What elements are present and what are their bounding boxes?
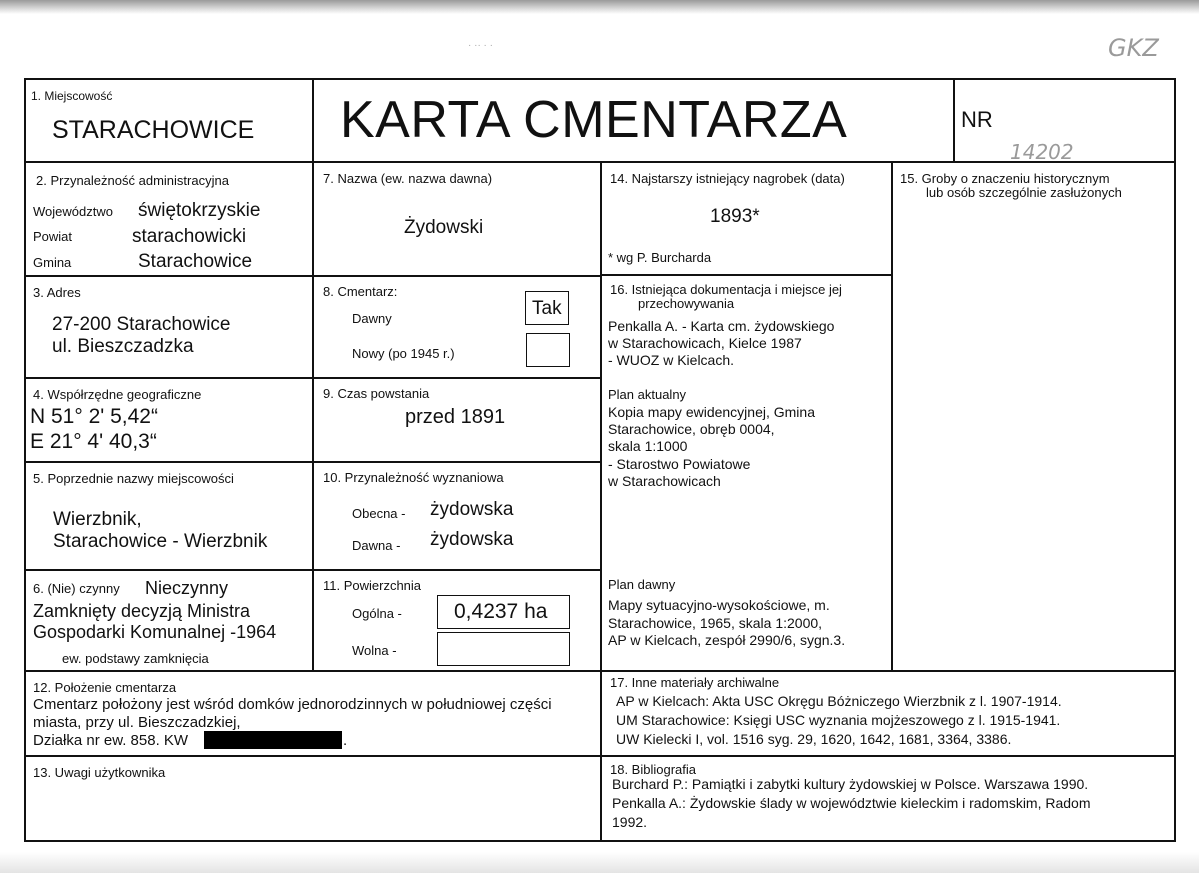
archive-line-1: AP w Kielcach: Akta USC Okręgu Bóżniczego Wierzbnik z l. 1907-1914. <box>616 693 1062 709</box>
plan-dawny-line-3: AP w Kielcach, zespół 2990/6, sygn.3. <box>608 632 846 648</box>
ogolna-value: 0,4237 ha <box>454 600 548 623</box>
obecna-label: Obecna - <box>352 506 406 521</box>
wolna-label: Wolna - <box>352 643 397 658</box>
plan-dawny-line-2: Starachowice, 1965, skala 1:2000, <box>608 615 823 631</box>
divider-col-b <box>600 161 602 842</box>
nr-handwritten-value: 14202 <box>1010 140 1074 164</box>
doc-line-2: w Starachowicach, Kielce 1987 <box>608 335 802 351</box>
f11-label: 11. Powierzchnia <box>323 578 422 593</box>
wojewodztwo-value: świętokrzyskie <box>138 200 261 221</box>
powiat-label: Powiat <box>33 229 73 244</box>
f1-label: 1. Miejscowość <box>31 89 113 103</box>
divider-col-c <box>891 161 893 671</box>
bibliography-line-1: Burchard P.: Pamiątki i zabytki kultury żydowskiej w Polsce. Warszawa 1990. <box>612 776 1089 792</box>
divider-header-2 <box>953 78 955 162</box>
dawna-value: żydowska <box>430 529 514 550</box>
divider-header-1 <box>312 78 314 162</box>
longitude-value: E 21° 4' 40,3“ <box>30 430 157 453</box>
obecna-value: żydowska <box>430 499 514 520</box>
location-line-1: Cmentarz położony jest wśród domków jednorodzinnych w południowej części <box>33 696 552 713</box>
ogolna-box <box>437 595 570 629</box>
founding-time-value: przed 1891 <box>405 406 506 428</box>
f6-label: 6. (Nie) czynny <box>33 581 120 596</box>
town-value: STARACHOWICE <box>52 116 255 144</box>
plan-dawny-line-1: Mapy sytuacyjno-wysokościowe, m. <box>608 597 830 613</box>
gmina-value: Starachowice <box>138 251 253 272</box>
former-names-line-1: Wierzbnik, <box>53 509 142 530</box>
nowy-box <box>526 333 570 367</box>
closure-line-1: Zamknięty decyzją Ministra <box>33 601 251 621</box>
scan-edge-top <box>0 0 1199 14</box>
former-names-line-2: Starachowice - Wierzbnik <box>53 531 268 552</box>
plan-aktualny-line-1: Kopia mapy ewidencyjnej, Gmina <box>608 404 815 420</box>
plan-aktualny-line-2: Starachowice, obręb 0004, <box>608 421 775 437</box>
address-line-2: ul. Bieszczadzka <box>52 336 194 357</box>
divider-f14-f16 <box>600 274 893 276</box>
f13-label: 13. Uwagi użytkownika <box>33 765 166 780</box>
f16-label-line-2: przechowywania <box>638 296 735 311</box>
f2-label: 2. Przynależność administracyjna <box>36 173 229 188</box>
oldest-tombstone-note: * wg P. Burcharda <box>608 250 712 265</box>
gmina-label: Gmina <box>33 255 72 270</box>
f7-label: 7. Nazwa (ew. nazwa dawna) <box>323 171 493 186</box>
bibliography-line-3: 1992. <box>612 814 648 830</box>
dawny-box <box>525 291 569 325</box>
dawny-label: Dawny <box>352 311 392 326</box>
location-line-2: miasta, przy ul. Bieszczadzkiej, <box>33 714 241 731</box>
plan-aktualny-line-3: skala 1:1000 <box>608 438 688 454</box>
doc-line-3: - WUOZ w Kielcach. <box>608 352 735 368</box>
f14-label: 14. Najstarszy istniejący nagrobek (data) <box>610 171 845 186</box>
corner-handwritten-mark: GKZ <box>1108 34 1159 62</box>
bibliography-line-2: Penkalla A.: Żydowskie ślady w województwie kieleckim i radomskim, Radom <box>612 795 1091 811</box>
f15-label-line-1: 15. Groby o znaczeniu historycznym <box>900 171 1110 186</box>
doc-line-1: Penkalla A. - Karta cm. żydowskiego <box>608 318 835 334</box>
scan-speck: · ·· · · <box>468 40 493 51</box>
powiat-value: starachowicki <box>132 226 247 247</box>
oldest-tombstone-value: 1893* <box>710 206 760 227</box>
frame-top <box>24 78 1176 80</box>
f5-label: 5. Poprzednie nazwy miejscowości <box>33 471 234 486</box>
divider-row-4 <box>24 569 602 571</box>
closure-basis-note: ew. podstawy zamknięcia <box>62 651 209 666</box>
f9-label: 9. Czas powstania <box>323 386 430 401</box>
closure-line-2: Gospodarki Komunalnej -1964 <box>33 622 277 642</box>
scan-edge-bottom <box>0 852 1199 873</box>
divider-row-6 <box>24 755 1176 757</box>
divider-row-2 <box>24 377 602 379</box>
wojewodztwo-label: Województwo <box>33 204 113 219</box>
f8-label: 8. Cmentarz: <box>323 284 398 299</box>
nowy-label: Nowy (po 1945 r.) <box>352 346 455 361</box>
wolna-box <box>437 632 570 666</box>
active-status-value: Nieczynny <box>145 578 229 598</box>
archive-line-3: UW Kielecki I, vol. 1516 syg. 29, 1620, 1642, 1681, 3364, 3386. <box>616 731 1012 747</box>
f18-label: 18. Bibliografia <box>610 762 696 777</box>
f12-label: 12. Położenie cmentarza <box>33 680 177 695</box>
page-title: KARTA CMENTARZA <box>340 91 848 149</box>
divider-row-1 <box>24 275 602 277</box>
frame-left <box>24 78 26 842</box>
plan-aktualny-line-4: - Starostwo Powiatowe <box>608 456 751 472</box>
f15-label-line-2: lub osób szczególnie zasłużonych <box>926 185 1122 200</box>
f16-label-line-1: 16. Istniejąca dokumentacja i miejsce jej <box>610 282 842 297</box>
f4-label: 4. Współrzędne geograficzne <box>33 387 202 402</box>
plan-aktualny-line-5: w Starachowicach <box>608 473 721 489</box>
cemetery-name-value: Żydowski <box>404 217 484 238</box>
f10-label: 10. Przynależność wyznaniowa <box>323 470 504 485</box>
divider-row-3 <box>24 461 602 463</box>
location-line-3-end: . <box>343 732 348 749</box>
dawna-label: Dawna - <box>352 538 401 553</box>
plan-dawny-label: Plan dawny <box>608 577 676 592</box>
dawny-value: Tak <box>532 298 562 319</box>
f3-label: 3. Adres <box>33 285 81 300</box>
redaction-bar <box>204 731 342 749</box>
archive-line-2: UM Starachowice: Księgi USC wyznania mojżeszowego z l. 1915-1941. <box>616 712 1061 728</box>
frame-right <box>1174 78 1176 842</box>
nr-label: NR <box>961 107 993 132</box>
ogolna-label: Ogólna - <box>352 606 402 621</box>
plan-aktualny-label: Plan aktualny <box>608 387 687 402</box>
latitude-value: N 51° 2' 5,42“ <box>30 405 158 428</box>
f17-label: 17. Inne materiały archiwalne <box>610 675 780 690</box>
divider-col-a <box>312 161 314 671</box>
address-line-1: 27-200 Starachowice <box>52 314 231 335</box>
location-line-3: Działka nr ew. 858. KW <box>33 732 189 749</box>
divider-row-5 <box>24 670 1176 672</box>
